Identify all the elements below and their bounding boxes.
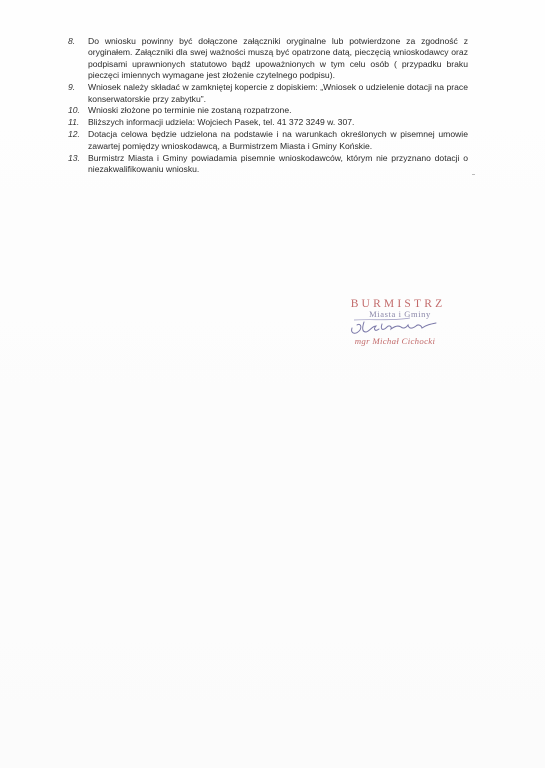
scan-speck xyxy=(472,174,475,175)
list-item xyxy=(68,36,468,82)
list-item xyxy=(68,105,468,116)
item-number: 12. xyxy=(68,129,80,140)
list-item xyxy=(68,117,468,128)
item-text: Burmistrz Miasta i Gminy powiadamia pisemnie wnioskodawców, którym nie przyznano dotacji o niezakwalifikowaniu wniosku. xyxy=(88,152,468,174)
item-number: 10. xyxy=(68,105,80,116)
handwritten-signature xyxy=(346,314,442,338)
stamp-subtitle: Miasta i Gminy xyxy=(369,309,431,319)
item-text: Wnioski złożone po terminie nie zostaną rozpatrzone. xyxy=(88,105,292,116)
item-number: 13. xyxy=(68,152,80,163)
item-text: Wniosek należy składać w zamkniętej kopercie z dopiskiem: „Wniosek o udzielenie dotacji na prace konserwatorskie przy zabytku”. xyxy=(88,82,468,104)
item-number: 8. xyxy=(68,36,76,46)
list-item xyxy=(68,129,468,152)
numbered-list xyxy=(68,36,468,176)
item-text: Bliższych informacji udziela: Wojciech Pasek, tel. 41 372 3249 w. 307. xyxy=(88,117,355,128)
item-text: Do wniosku powinny być dołączone załączniki oryginalne lub potwierdzone za zgodność z oryginałem. Załączniki dla swej ważności muszą być opatrzone datą, pieczęcią wnioskodawcy oraz podpisami uprawnionych statutowo bądź upoważnionych w tym celu osób ( przypadku braku pieczęci imiennych wymagane jest złożenie czytelnego podpisu). xyxy=(88,36,468,81)
official-stamp xyxy=(328,298,458,358)
stamp-title: BURMISTRZ xyxy=(350,298,446,310)
item-number: 11. xyxy=(68,117,80,128)
item-number: 9. xyxy=(68,82,76,93)
stamp-name: mgr Michał Cichocki xyxy=(354,336,436,346)
item-text: Dotacja celowa będzie udzielona na podstawie i na warunkach określonych w pisemnej umowie zawartej pomiędzy wnioskodawcą, a Burmistrzem Miasta i Gminy Końskie. xyxy=(88,129,468,151)
list-item xyxy=(68,153,468,176)
list-item xyxy=(68,82,468,105)
